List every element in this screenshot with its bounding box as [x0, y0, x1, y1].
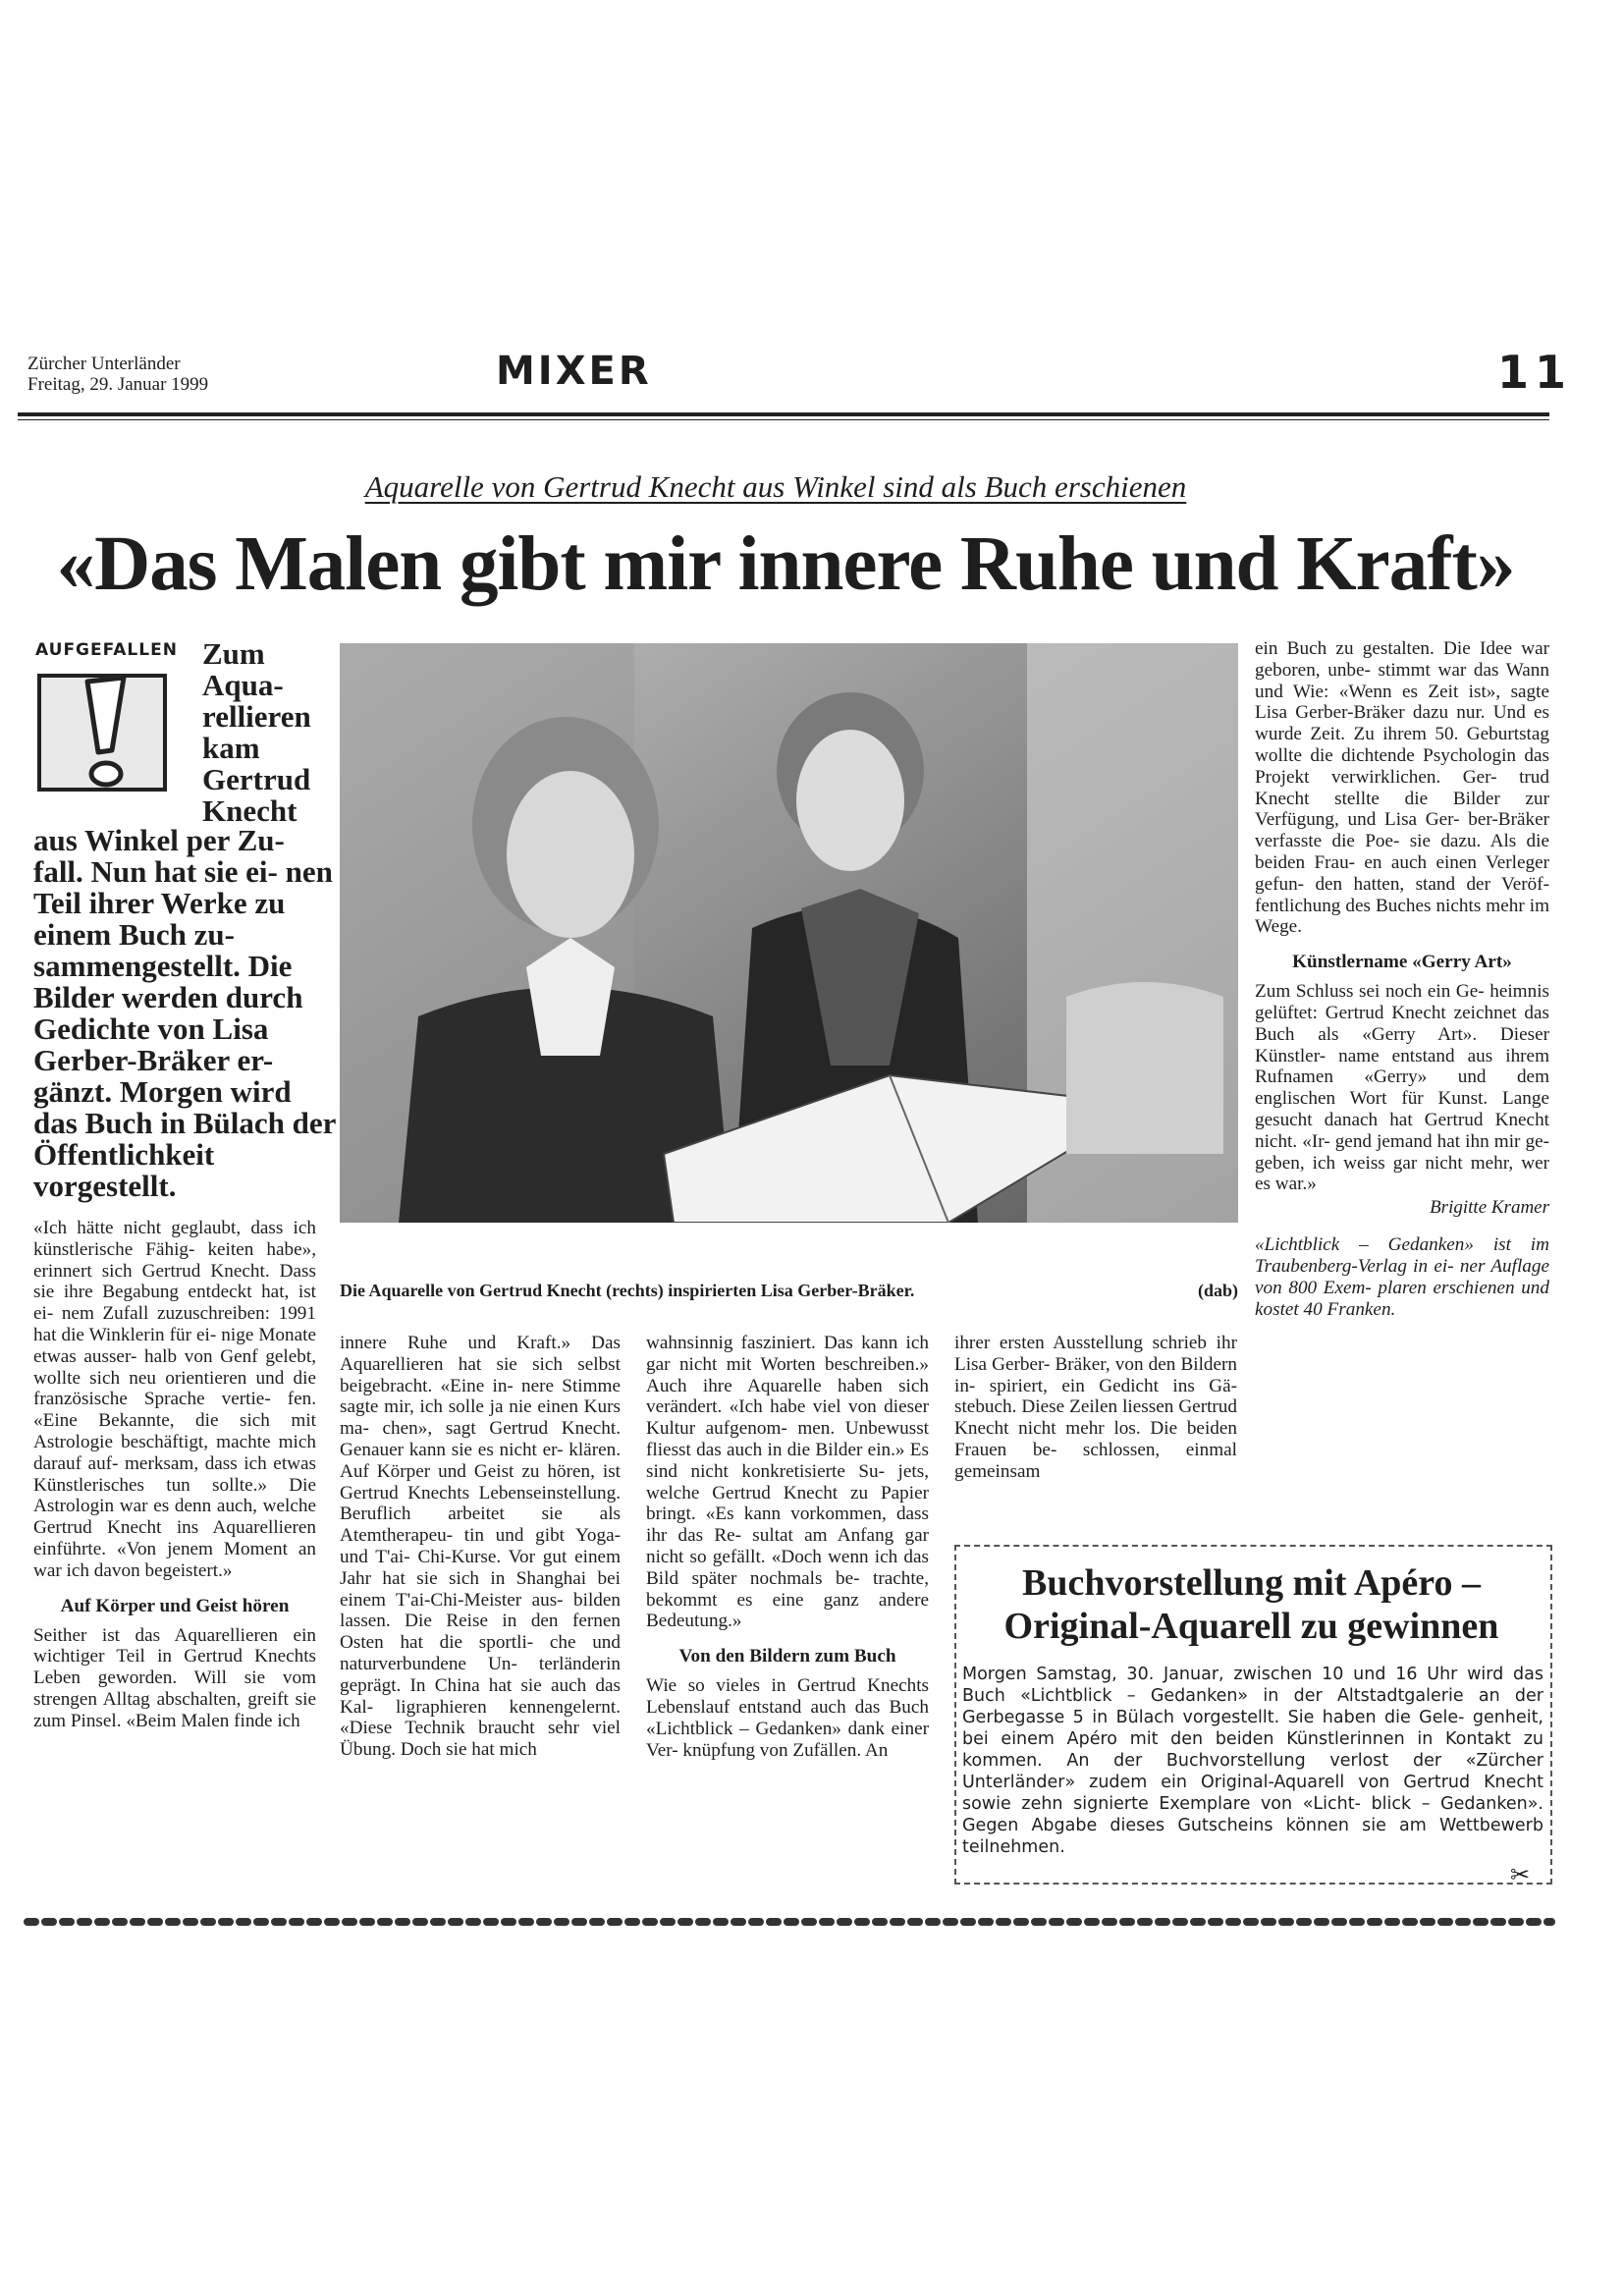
article-kicker: Aquarelle von Gertrud Knecht aus Winkel sind als Buch erschienen: [364, 469, 1187, 504]
masthead-rule: [18, 412, 1549, 416]
promo-body: Morgen Samstag, 30. Januar, zwischen 10 und 16 Uhr wird das Buch «Lichtblick – Gedanken» in der Altstadtgalerie an der Gerbegasse 5 in Bülach vorgestellt. Sie haben die Gele- genheit, bei einem Apéro mit den beiden Künstlerinnen in Kontakt zu kommen. An der Buchvorstellung verlost der «Zürcher Unterländer» zudem ein Original-Aquarell von Gertrud Knecht sowie zehn signierte Exemplare von «Licht- blick – Gedanken». Gegen Abgabe dieses Gutscheins können sie am Wettbewerb teilnehmen.: [962, 1665, 1543, 1857]
paper-name: Zürcher Unterländer: [27, 354, 181, 374]
photo-credit: (dab): [1197, 1281, 1238, 1300]
section-logo: MIXER: [496, 349, 652, 394]
exclamation-icon: [33, 668, 171, 795]
author-byline: Brigitte Kramer: [1430, 1197, 1549, 1219]
column-text: innere Ruhe und Kraft.» Das Aquarellieren hat sie sich selbst beigebracht. «Eine in- nere Stimme sagte mir, ich solle ja nie einen Kurs ma- chen», sagt Gertrud Knecht. Genauer kann sie es nicht er- klären. Auf Körper und Geist zu hören, ist Gertrud Knechts Lebenseinstellung. Beruflich arbeitet sie als Atemtherapeu- tin und gibt Yoga- und T'ai- Chi-Kurse. Vor gut einem Jahr hat sie sich in Shanghai bei einem T'ai-Chi-Meister aus- bilden lassen. Die Reise in den fernen Osten hat die sportli- che und naturverbundene Un- terländerin geprägt. In China hat sie auch das Kal- ligraphieren kennengelernt. «Diese Technik braucht sehr viel Übung. Doch sie hat mich: [340, 1333, 621, 1761]
book-note: «Lichtblick – Gedanken» ist im Traubenberg-Verlag in ei- ner Auflage von 800 Exem- plaren erschienen und kostet 40 Franken.: [1255, 1233, 1549, 1320]
promo-title: [954, 1561, 1548, 1648]
column-text: wahnsinnig fasziniert. Das kann ich gar nicht mit Worten beschreiben.» Auch ihre Aquarelle haben sich verändert. «Ich habe viel von dieser Kultur aufgenom- men. Unbewusst fliesst das auch in die Bilder ein.» Es sind nicht konkretisierte Su- jets, welche Gertrud Knecht zu Papier bringt. «Es kann vorkommen, dass ihr das Re- sultat am Anfang gar nicht so gefällt. «Doch wenn ich das Bild später nochmals be- trachte, bekommt es eine ganz andere Bedeutung.»: [646, 1333, 929, 1632]
promo-title-line-1: Buchvorstellung mit Apéro –: [1022, 1562, 1481, 1604]
scissors-icon: ✂: [1510, 1863, 1531, 1888]
column-tag: AUFGEFALLEN: [35, 640, 178, 660]
page-number: 11: [1497, 346, 1573, 399]
column-text: Wie so vieles in Gertrud Knechts Lebenslauf entstand auch das Buch «Lichtblick – Gedanken» dank einer Ver- knüpfung von Zufällen. An: [646, 1675, 929, 1761]
article-column-4: [954, 1333, 1237, 1483]
promo-title-line-2: Original-Aquarell zu gewinnen: [1003, 1606, 1499, 1647]
lead-text: aus Winkel per Zu- fall. Nun hat sie ei- nen Teil ihrer Werke zu einem Buch zu- sammengestellt. Die Bilder werden durch Gedichte von Lisa Gerber-Bräker er- gänzt. Morgen wird das Buch in Bülach der Öffentlichkeit vorgestellt.: [33, 823, 336, 1203]
subhead-from-pictures-to-book: Von den Bildern zum Buch: [678, 1646, 896, 1667]
dotted-cut-line: [24, 1915, 1555, 1929]
column-text: ein Buch zu gestalten. Die Idee war geboren, unbe- stimmt war das Wann und Wie: «Wenn es Zeit ist», sagte Lisa Gerber-Bräker dazu nur. Und es wurde Zeit. Zu ihrem 50. Geburtstag wollte die dichtende Psychologin das Projekt verwirklichen. Ger- trud Knecht stellte die Bilder zur Verfügung, und Lisa Ger- ber-Bräker verfasste die Poe- sie dazu. Als die beiden Frau- en auch einen Verleger gefun- den hatten, stand der Veröf- fentlichung des Buches nichts mehr im Wege.: [1255, 638, 1549, 938]
subhead-artist-name: Künstlername «Gerry Art»: [1292, 952, 1512, 973]
article-photo: [340, 643, 1238, 1223]
column-text: Seither ist das Aquarellieren ein wichtiger Teil in Gertrud Knechts Leben geworden. Will sie vom strengen Alltag abschalten, greift sie zum Pinsel. «Beim Malen finde ich: [33, 1624, 316, 1731]
column-text: Zum Schluss sei noch ein Ge- heimnis gelüftet: Gertrud Knecht zeichnet das Buch als «Gerry Art». Dieser Künstler- name entstand aus ihrem Rufnamen «Gerry» und dem englischen Wort für Kunst. Lange gesucht danach hat Gertrud Knecht nicht. «Ir- gend jemand hat ihn mir ge- geben, ich weiss gar nicht mehr, wer es war.»: [1255, 981, 1549, 1195]
article-column-5: [1255, 638, 1549, 1321]
article-column-3: [646, 1333, 929, 1761]
lead-text-top: Zum Aqua- rellieren kam Gertrud Knecht: [202, 636, 311, 828]
column-text: «Ich hätte nicht geglaubt, dass ich künstlerische Fähig- keiten habe», erinnert sich Gertrud Knecht. Dass sie ihre Begabung entdeckt hat, ist ei- nem Zufall zuzuschreiben: 1991 hat die Winklerin für ei- nige Monate etwas ausser- halb von Genf gelebt, wollte sich neu orientieren und die französische Sprache vertie- fen. «Eine Bekannte, die sich mit Astrologie beschäftigt, machte mich darauf auf- merksam, dass ich etwas Künstlerisches tun sollte.» Die Astrologin war es denn auch, welche Gertrud Knecht ins Aquarellieren einführte. «Von jenem Moment an war ich davon begeistert.»: [33, 1218, 316, 1581]
article-column-2: [340, 1333, 621, 1761]
subhead-body-mind: Auf Körper und Geist hören: [60, 1595, 290, 1616]
article-headline: «Das Malen gibt mir innere Ruhe und Kraft»: [56, 521, 1515, 607]
photo-caption: [340, 1281, 1238, 1301]
masthead: [27, 354, 208, 395]
masthead-rule-thin: [18, 419, 1549, 420]
issue-date: Freitag, 29. Januar 1999: [27, 374, 209, 395]
article-column-1: [33, 1218, 316, 1732]
caption-text: Die Aquarelle von Gertrud Knecht (rechts) inspirierten Lisa Gerber-Bräker.: [340, 1281, 915, 1300]
column-text: ihrer ersten Ausstellung schrieb ihr Lisa Gerber- Bräker, von den Bildern in- spiriert, ein Gedicht ins Gä- stebuch. Diese Zeilen liessen Gertrud Knecht nicht mehr los. Die beiden Frauen be- schlossen, einmal gemeinsam: [954, 1333, 1237, 1482]
